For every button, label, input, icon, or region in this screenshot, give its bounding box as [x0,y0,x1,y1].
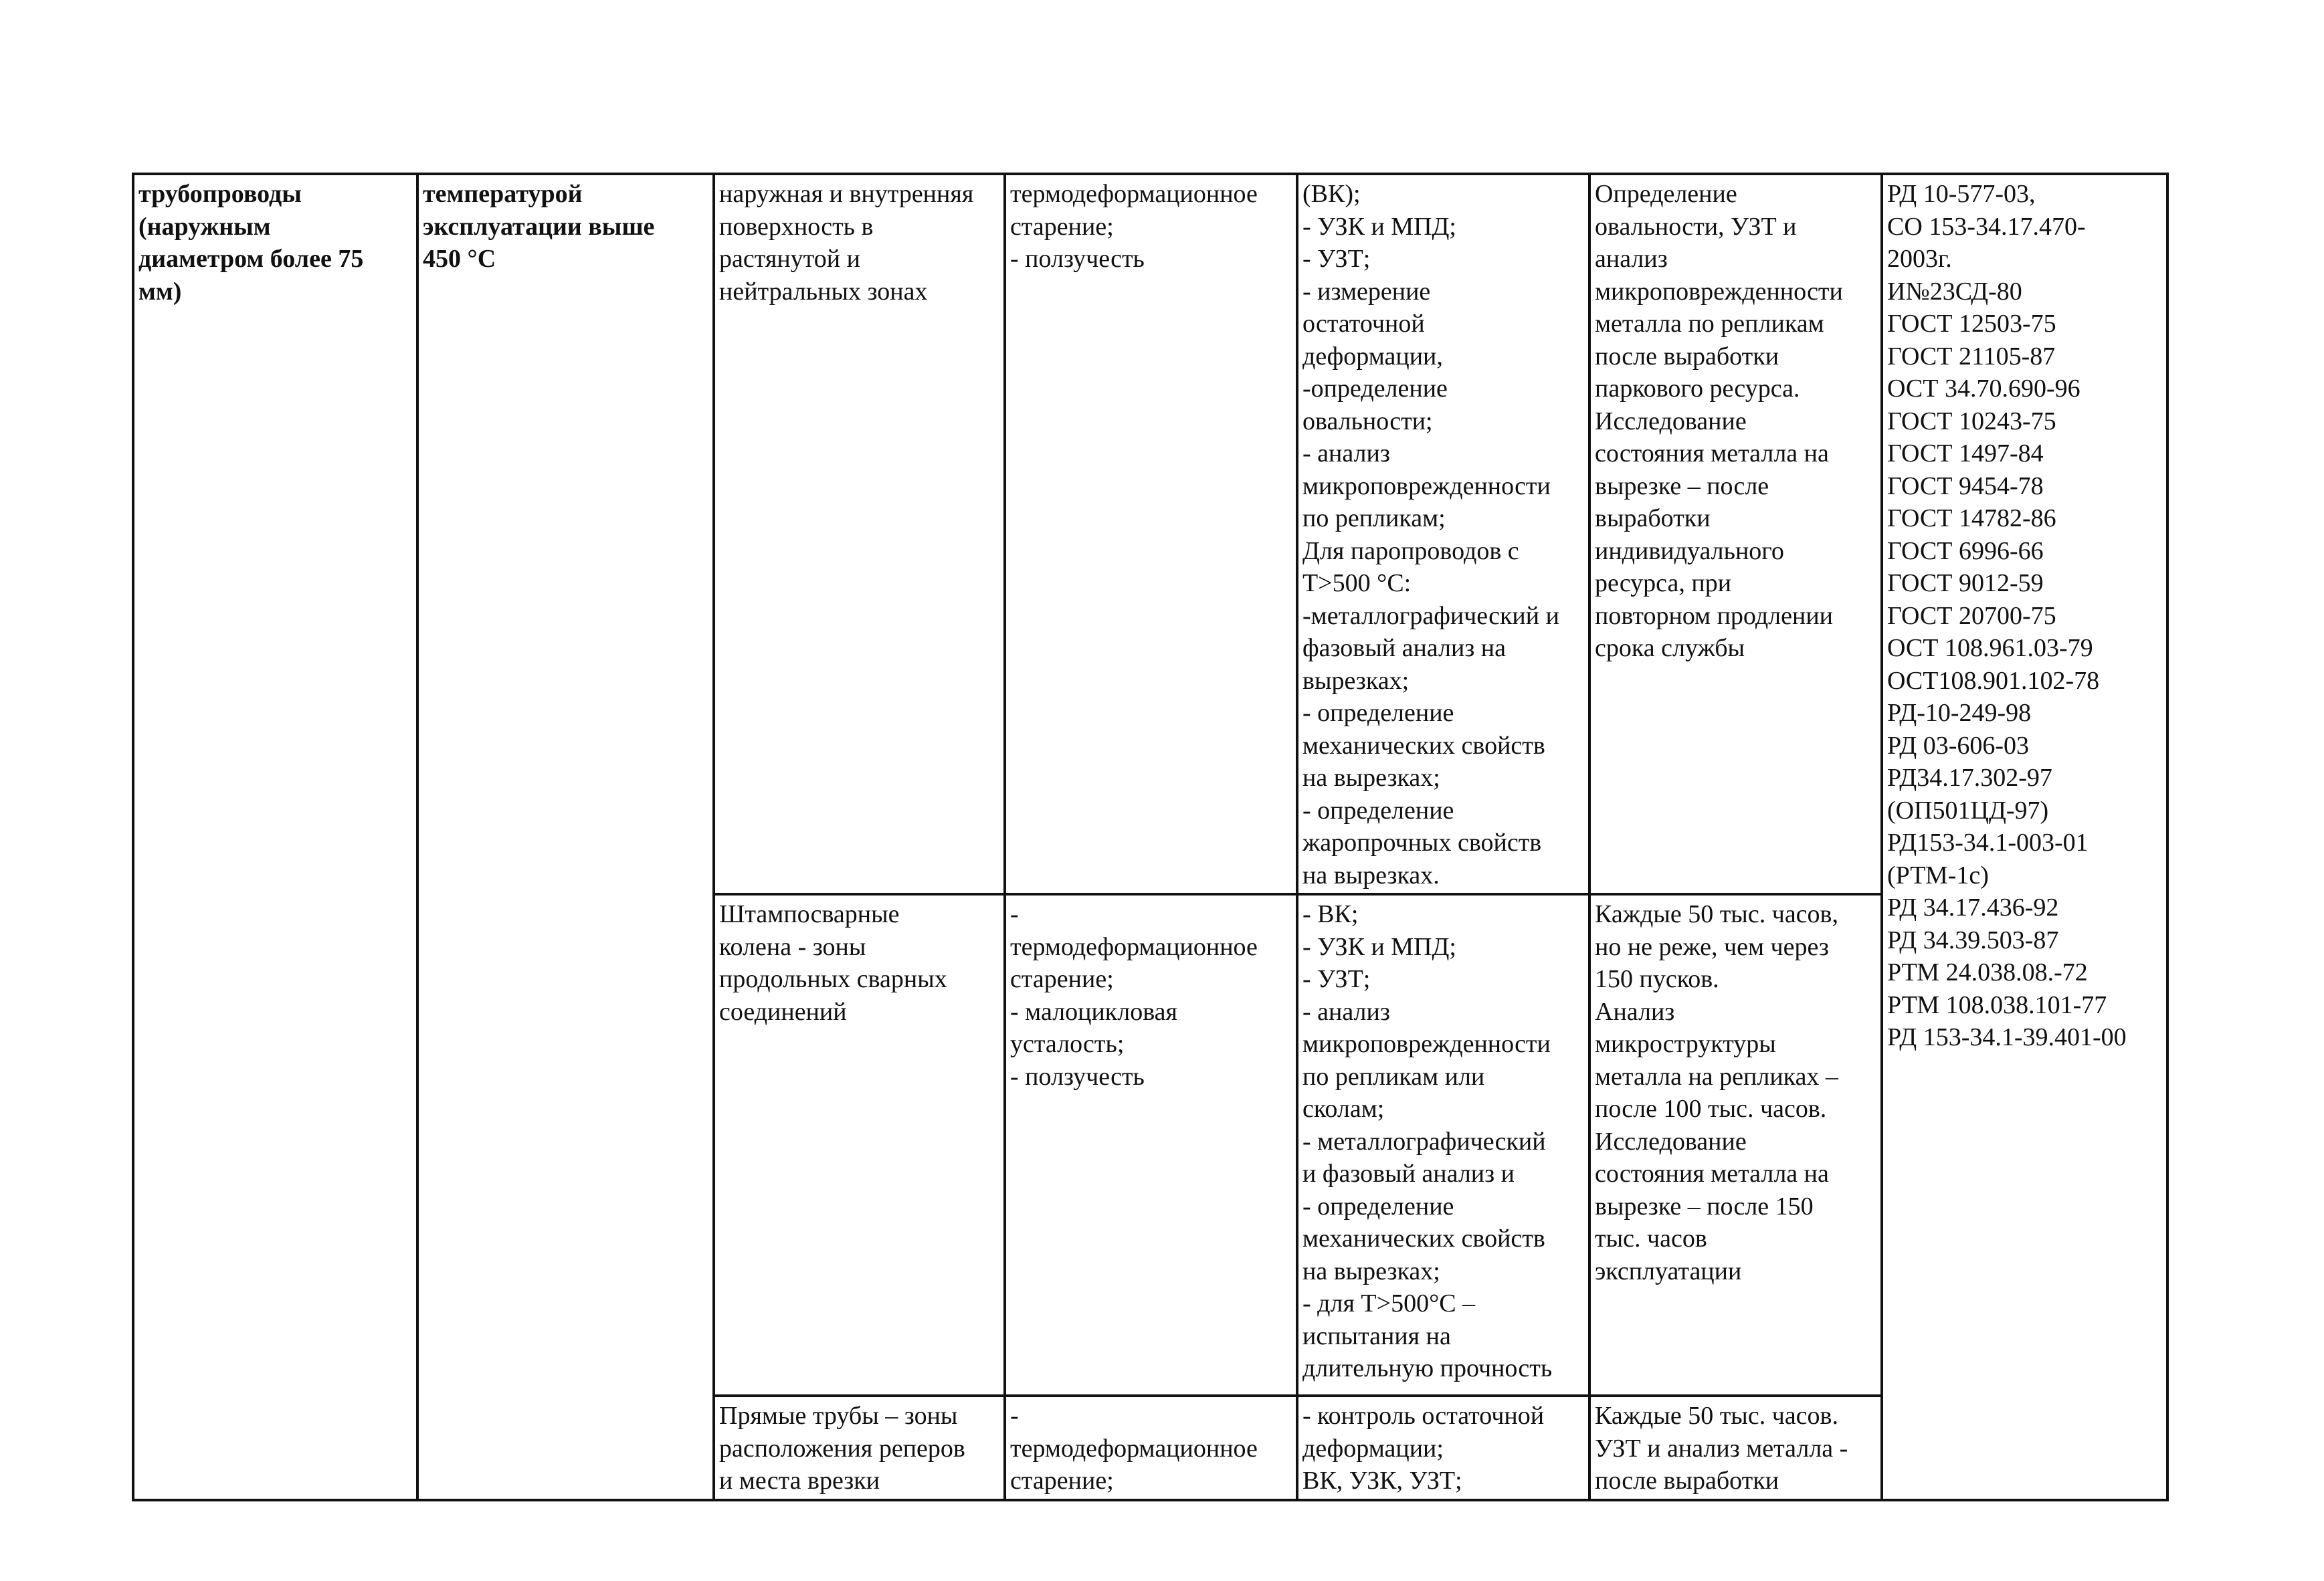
periodicity-cell: Каждые 50 тыс. часов, но не реже, чем через 150 пусков. Анализ микроструктуры металла на репликах – после 100 тыс. часов. Исследование состояния металла на вырезке – после 150 тыс. часов эксплуатации [1589,894,1882,1396]
references-cell: РД 10-577-03, СО 153-34.17.470- 2003г. И№23СД-80 ГОСТ 12503-75 ГОСТ 21105-87 ОСТ 34.70.690-96 ГОСТ 10243-75 ГОСТ 1497-84 ГОСТ 9454-78 ГОСТ 14782-86 ГОСТ 6996-66 ГОСТ 9012-59 ГОСТ 20700-75 ОСТ 108.961.03-79 ОСТ108.901.102-78 РД-10-249-98 РД 03-606-03 РД34.17.302-97 (ОП501ЦД-97) РД153-34.1-003-01 (РТМ-1с) РД 34.17.436-92 РД 34.39.503-87 РТМ 24.038.08.-72 РТМ 108.038.101-77 РД 153-34.1-39.401-00 [1882,174,2167,1500]
methods-cell: (ВК); - УЗК и МПД; - УЗТ; - измерение остаточной деформации, -определение овальности; - анализ микроповрежденности по репликам; Для паропроводов с Т>500 °С: -металлографический и фазовый анализ на вырезках; - определение механических свойств на вырезках; - определение жаропрочных свойств на вырезках. [1297,174,1589,894]
damage-cell: термодеформационное старение; - ползучесть [1005,174,1297,894]
temperature-cell: температурой эксплуатации выше 450 °С [417,174,714,1500]
zone-cell: Штампосварные колена - зоны продольных сварных соединений [714,894,1005,1396]
damage-cell: - термодеформационное старение; [1005,1396,1297,1500]
table-row [133,174,2167,894]
damage-cell: - термодеформационное старение; - малоцикловая усталость; - ползучесть [1005,894,1297,1396]
object-type-cell: трубопроводы (наружным диаметром более 75 мм) [133,174,417,1500]
periodicity-cell: Каждые 50 тыс. часов. УЗТ и анализ металла - после выработки [1589,1396,1882,1500]
methods-cell: - контроль остаточной деформации; ВК, УЗК, УЗТ; [1297,1396,1589,1500]
zone-cell: Прямые трубы – зоны расположения реперов и места врезки [714,1396,1005,1500]
methods-cell: - ВК; - УЗК и МПД; - УЗТ; - анализ микроповрежденности по репликам или сколам; - металлографический и фазовый анализ и - определение механических свойств на вырезках; - для Т>500°С – испытания на длительную прочность [1297,894,1589,1396]
zone-cell: наружная и внутренняя поверхность в растянутой и нейтральных зонах [714,174,1005,894]
inspection-table [132,173,2169,1501]
periodicity-cell: Определение овальности, УЗТ и анализ микроповрежденности металла по репликам после выработки паркового ресурса. Исследование состояния металла на вырезке – после выработки индивидуального ресурса, при повторном продлении срока службы [1589,174,1882,894]
